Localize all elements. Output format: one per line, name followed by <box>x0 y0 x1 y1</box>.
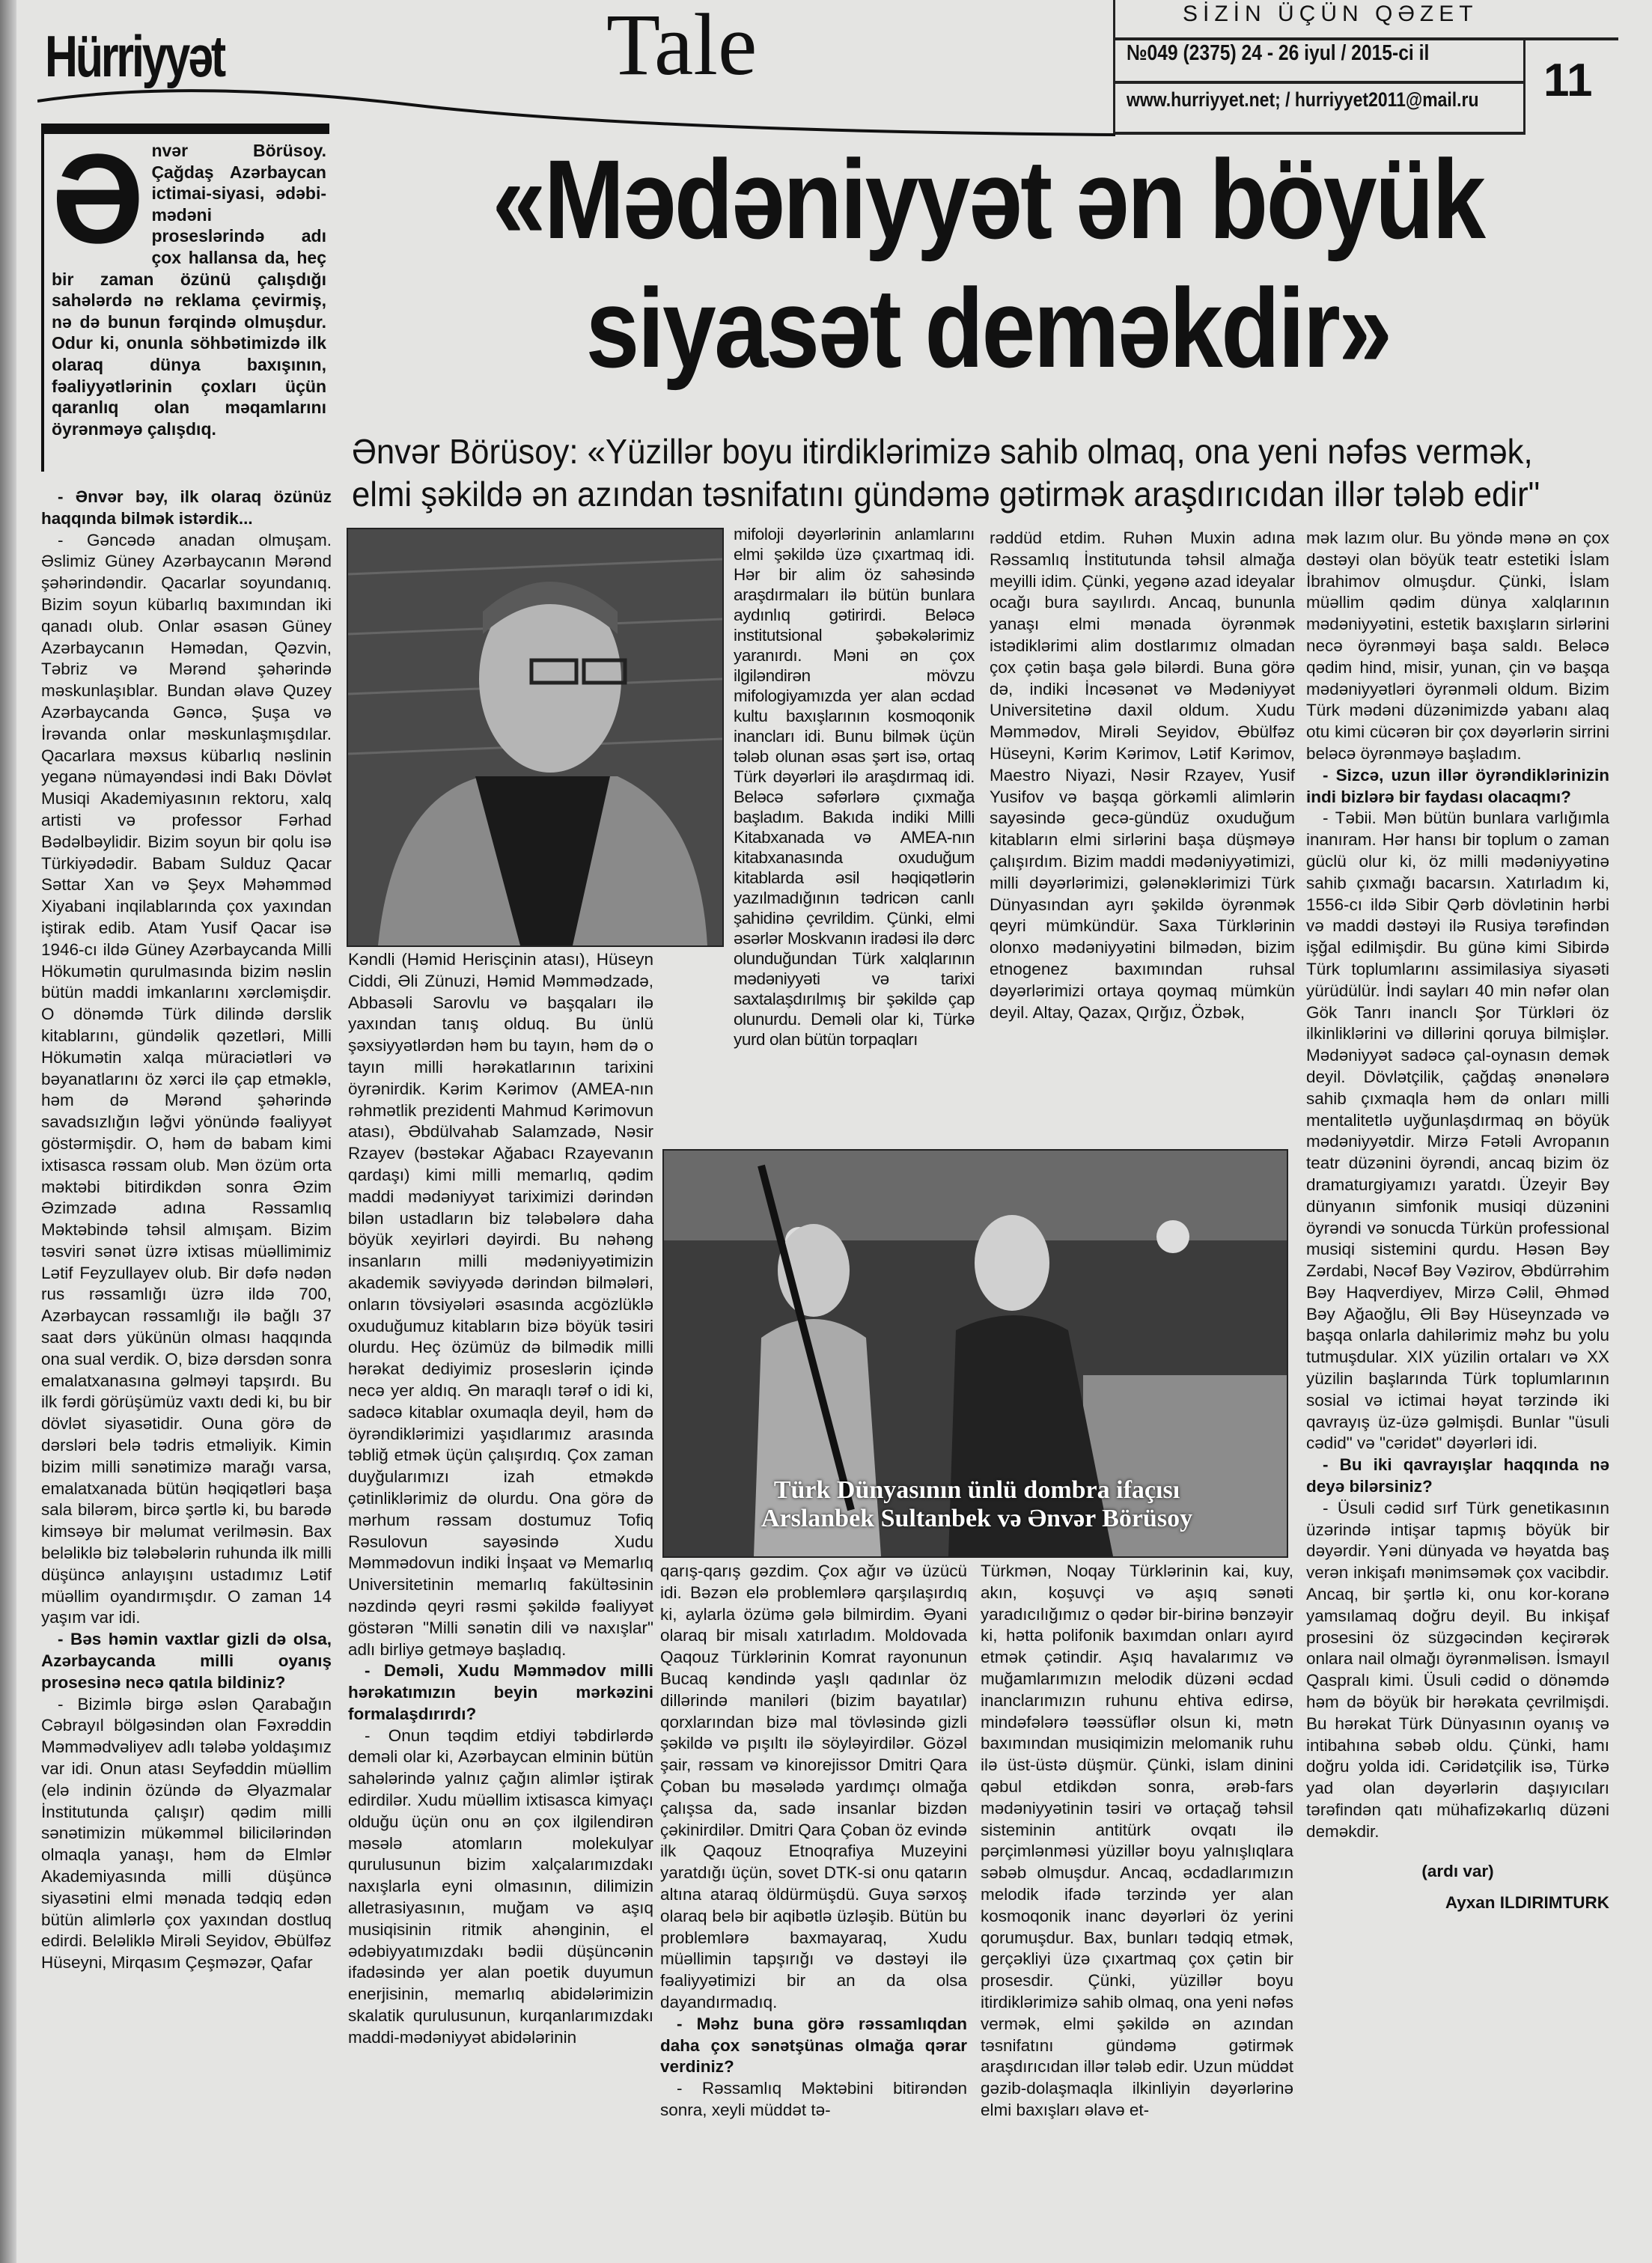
interview-answer: - Bizimlə birgə əslən Qarabağın Cəbrayıl bölgəsindən olan Fəxrəddin Məmmədvəliyev adlı tələbə yoldaşımız var idi. Onun atası Seyfəddin müəllim (elə indinin özündə də Əlyazmalar İnstitutunda çalışır) qədim milli sənətimizin mükəmməl bilicilərindən olmaqla yanaşı, həm də Elmlər Akademiyasında milli düşüncə siyasətini elmi mənada tədqiq edən bütün alimlərlə çox yaxından dostluq edirdi. Beləliklə Mirəli Seyidov, Əbülfəz Hüseyni, Mirqasım Çeşməzər, Qafar <box>41 1694 332 1973</box>
interview-answer: - Gəncədə anadan olmuşam. Əslimiz Güney Azərbaycanın Mərənd şəhərindəndir. Qacarlar soyundanıq. Bizim soyun kübarlıq baxımından iki qanadı olub. Onlar əsasən Güney Azərbaycanın Həmədan, Qəzvin, Təbriz və Mərənd şəhərində məskunlaşıblar. Bundan əlavə Quzey Azərbaycanda Gəncə, Şuşa və İrəvanda onlar məskunlaşmışdılar. Qacarlara məxsus kübarlıq nəslinin yeganə nümayəndəsi indi Bakı Dövlət Musiqi Akademiyasının rektoru, xalq artisti və professor Fərhad Bədəlbəylidir. Bizim soyun bir qolu isə Türkiyədədir. Babam Sulduz Qacar Səttar Xan və Şeyx Məhəmməd Xiyabani inqilablarında çox yaxından iştirak edib. Atam Yusif Qacar isə 1946-cı ildə Güney Azərbaycanda Milli Hökumətin qurulmasında bizim nəslin bütün maddi imkanlarını xərcləmişdir. O dönəmdə Türk dilində dərslik kitablarını, gündəlik qəzetləri, Milli Hökumətin xalqa müraciətləri və bəyanatlarını öz xərci ilə çap etməklə, həm də Mərənd şəhərində savadsızlığın ləğvi yönündə fəaliyyət göstərmişdir. O, həm də babam kimi ixtisasca rəssam olub. Mən özüm orta məktəbi bitirdikdən sonra Əzim Əzimzadə adına Rəssamlıq Məktəbində təhsil almışam. Bizim təsviri sənət üzrə ixtisas müəllimimiz Lətif Feyzullayev olub. Bir dəfə nədən rus rəssamlığı üzrə ildə 700, Azərbaycan rəssamlığı ilə bağlı 37 saat dərs yükünün olması haqqında ona sual verdik. O, bizə dərsdən sonra emalatxanasına gəlməyi tapşırdı. Bu ilk fərdi görüşümüz vaxtı dedi ki, bu bir dövlət siyasətidir. Ouna görə də dərsləri belə tədris etməliyik. Kimin bizim milli sənətimizə marağı varsa, emalatxanada bütün həqiqətləri başa sala bilərəm, bircə şərtlə ki, bu barədə kimsəyə bir məlumat verilməsin. Bax beləliklə biz tələbələrin ruhunda ilk milli düşüncə anlayışını ustadımız Lətif müəllim oyandırmışdır. O zaman 14 yaşım var idi. <box>41 530 332 1627</box>
interview-answer: - Təbii. Mən bütün bunlara varlığımla inanıram. Hər hansı bir toplum o zaman güclü olur ki, öz milli mədəniyyətinə sahib çıxmağı bacarsın. Xatırladım ki, 1556-cı ildə Sibir Qərb dövlətinin hərbi və maddi dəstəyi ilə Rusiya tərəfindən işğal edilmişdir. Bu günə kimi Sibirdə Türk toplumlarını assimilasiya siyasəti yürüdülür. İndi sayları 40 min nəfər olan Gök Tanrı inanclı Şor Türkləri öz ilkinliklərini və dillərini qoruya bilmişlər. Mədəniyyət sadəcə çal-oynasın demək deyil. Dövlətçilik, çağdaş ənənələrə sahib çıxmaqla həm də onları milli mentalitetlə uyğunlaşdırmaq ən böyük mədəniyyətdir. Mirzə Fətəli Avropanın teatr düzənini öyrəndi, ancaq bizim öz dramaturgiyamızı yaratdı. Üzeyir Bəy dünyanın simfonik musiqi düzənini öyrəndi və sonucda Türkün professional musiqi sistemini qurdu. Həsən Bəy Zərdabi, Nəcəf Bəy Vəzirov, Əbdürrəhim Bəy Haqverdiyev, Mirzə Cəlil, Əhməd Bəy Ağaoğlu, Əli Bəy Hüseynzadə və başqa onlarla dahilərimiz məhz bu yolu tutmuşdular. XIX yüzilin ortaları və XX yüzilin başlarında Türk toplumlarının sosial və ictimai həyat tərzində iki qavrayış üz-üzə gəlmişdi. Bunlar "üsuli cədid" və "cəridət" dəyərləri idi. <box>1306 808 1609 1453</box>
tagline: SİZİN ÜÇÜN QƏZET <box>1183 1 1478 26</box>
interview-answer: - Üsuli cədid sırf Türk genetikasının üzərində intişar tapmış böyük bir dəyərdir. Yəni dünyada və həyatda baş verən inkişafı mənimsəmək çox vacibdir. Ancaq, bir şərtlə ki, onu kor-koranə yamsılamaq doğru deyil. Bu inkişaf prosesini öz süzgəcindən keçirərək onlara nail olmağı öyrənməlisən. İsmayıl Qaspralı kimi. Üsuli cədid o dönəmdə həm də böyük bir hərəkata çevrilmişdi. Bu hərəkat Türk Dünyasının oyanış və intibahına səbəb oldu. Çünki, hamı doğru yolda idi. Cəridətçilik isə, Türkə yad olan dəyərlərin daşıyıcıları tərəfindən qatı mühafizəkarlıq düzəni deməkdir. <box>1306 1498 1609 1841</box>
author-signature: Ayxan ILDIRIMTURK <box>1445 1893 1609 1913</box>
interview-answer: - Onun təqdim etdiyi təbdirlərdə deməli olar ki, Azərbaycan elminin bütün sahələrində yalnız çağın alimlər iştirak edirdilər. Xudu müəllim ixtisasca kimyaçı olduğu üçün onu ən çox ilgilendirən məsələ atomların molekulyar qurulusunun bizim xalçalarımızdakı naxışlarla eyni olmasının, dilimizin alletrasiyasının, muğam və aşıq musiqisinin ritmik ahənginin, el ədəbiyyatımızdakı bədii düşüncənin ifadəsində yer alan poetik duyumun enerjisinin, memarlıq abidələrimizin skalatik qurulusunun, kurqanlarımızdakı maddi-mədəniyyət abidələrinin <box>348 1726 653 2047</box>
issue-info: №049 (2375) 24 - 26 iyul / 2015-ci il <box>1127 41 1430 65</box>
headline-line-2: siyasət deməkdir» <box>585 265 1391 391</box>
interview-question: - Məhz buna görə rəssamlıqdan daha çox sənətşünas olmağa qərar verdiniz? <box>660 2014 967 2077</box>
portrait-photo <box>347 528 724 947</box>
photo-caption <box>670 1476 1284 1533</box>
divider <box>1115 81 1523 84</box>
scan-edge <box>0 0 16 2263</box>
interview-answer: Kəndli (Həmid Herisçinin atası), Hüseyn Ciddi, Əli Zünuzi, Həmid Məmmədzadə, Abbasəli Sarovlu və başqaları ilə yaxından tanış olduq. Bu ünlü şəxsiyyətlərdən həm bu tayın, həm də o tayın milli hərəkatlarının tarixini öyrənirdik. Kərim Kərimov (AMEA-nın rəhmətlik prezidenti Mahmud Kərimovun atası), Əbdülvahab Salamzadə, Nəsir Rzayev (bəstəkar Ağabacı Rzayevanın qardaşı) kimi milli memarlıq, qədim maddi mədəniyyət tariximizi dərindən bilən ustadların biz tələbələrə daha böyük xeyirləri dəyirdi. Bu nəhəng insanların milli mədəniyyətimizin akademik səviyyədə dərindən bilmələri, onların tövsiyələri əsasında acgözlüklə oxuduğumuz kitabların bizə böyük təsiri olurdu. Heç özümüz də bilmədik milli hərəkat dediyimiz proseslərin içində necə yer aldıq. Ən maraqlı tərəf o idi ki, sadəcə kitablar oxumaqla deyil, həm də öyrəndiklərimizi yaşıdlarımız arasında təbliğ etmək üçün çalışırdıq. Çox zaman duyğularımızı izah etməkdə çətinliklərimiz də olurdu. Ona görə də mərhum rəssam dostumuz Tofiq Rəsulovun sayəsində Xudu Məmmədovun indiki İnşaat və Memarlıq Universitetinin memarlıq fakültəsinin nəzdində qeyri rəsmi şəkildə fəaliyyət göstərən "Milli sənətin dili və naxışlar" adlı birliyə getməyə başladıq. <box>348 950 653 1659</box>
headline <box>448 135 1529 392</box>
headline-line-1: «Mədəniyyət ən böyük <box>492 136 1484 262</box>
drop-cap: Ə <box>52 128 144 270</box>
interview-answer: qarış-qarış gəzdim. Çox ağır və üzücü idi. Bəzən elə problemlərə qarşılaşırdıq ki, aylarla özümə gələ bilmirdim. Əyani olaraq bir misalı xatırladım. Moldovada Qaqouz Türklərinin Komrat rayonunun Bucaq kəndində yaşlı qadınlar öz dillərində maniləri (bizim bayatılar) qorxlarından bizə mal tövləsində gizli şəkildə və pışıltı ilə söyləyirdilər. Gözəl şair, rəssam və kinorejissor Dmitri Qara Çoban bu məsələdə yardımçı olmağa çalışsa da, sadə insanlar bizdən çəkinirdilər. Dmitri Qara Çoban öz evində ilk Qaqouz Etnoqrafiya Muzeyini yaratdığı üçün, sovet DTK-si onu qatarın altına ataraq öldürmüşdü. Guya sərxoş olaraq belə bir aqibətlə üzləşib. Bütün bu problemlərə baxmayaraq, Xudu müəllimin tapşırığı və dəstəyi ilə fəaliyyətimizi bir an da olsa dayandırmadıq. <box>660 1562 967 2011</box>
article-column-2 <box>348 949 653 2242</box>
interview-answer: mək lazım olur. Bu yöndə mənə ən çox dəstəyi olan böyük teatr estetiki İslam İbrahimov olmuşdur. Çünki, İslam müəllim qədim dünya xalqlarının mədəniyyətini, estetik baxışların sirlərini necə öyrənməyi başa saldı. Beləcə qədim hind, misir, yunan, çin və başqa mədəniyyətləri öyrənməli oldum. Bizim Türk mədəni düzənimizdə yabanı alaq otu kimi cücərən bir çox dəyərlərin sirrini beləcə öyrənməyə başladım. <box>1306 529 1609 763</box>
article-column-3-bottom <box>660 1561 967 2242</box>
photo-caption-line-2: Arslanbek Sultanbek və Ənvər Börüsoy <box>761 1505 1193 1532</box>
intro-box <box>41 124 329 472</box>
article-column-4-top <box>990 528 1295 1149</box>
intro-text: nvər Börüsoy. Çağdaş Azərbaycan ictimai-siyasi, ədəbi-mədəni proseslərində adı çox hallansa da, heç bir zaman özünü çalışdığı sahələrdə nə reklama çevirmiş, nə də bunun fərqində olmuşdur. Odur ki, onunla söhbətimizdə ilk olaraq dünya baxışının, fəaliyyətlərinin çoxları üçün qaranlıq olan məqamlarını öyrənməyə çalışdıq. <box>52 141 326 439</box>
interview-answer: mifoloji dəyərlərinin anlamlarını elmi şəkildə üzə çıxartmaq idi. Hər bir alim öz sahəsində araşdırmaları ilə bütün bunlara aydınlıq gətirirdi. Beləcə institutsional şəbəkələrimiz yaranırdı. Məni ən çox ilgiləndirən mövzu mifologiyamızda yer alan əcdad kultu baxışlarının kosmoqonik inancları idi. Bunu bilmək üçün tələb olunan əsas şərt isə, ortaq Türk dəyərləri ilə araşdırmaq idi. Beləcə səfərlərə çıxmağa başladım. Bakıda indiki Milli Kitabxanada və AMEA-nın kitabxanasında oxuduğum kitablarda əsil həqiqətlərin yazılmadığının tədricən canlı şahidinə çevrildim. Çünki, elmi əsərlər Moskvanın iradəsi ilə dərc olunduğundan Türk xalqlarının mədəniyyəti və tarixi saxtalaşdırılmış bir şəkildə çap olunurdu. Deməli olar ki, Türkə yurd olan bütün torpaqları <box>734 525 975 1049</box>
article-column-5 <box>1306 528 1609 2242</box>
interview-answer: rəddüd etdim. Ruhən Muxin adına Rəssamlıq İnstitutunda təhsil almağa meyilli idim. Çünki, yegənə azad ideyalar ocağı bura sayılırdı. Ancaq, bununla yanaşı elmi mənada öyrənmək istədiklərimi alim dostlarımız olmadan çox çətin başa gələ bilərdi. Buna görə də, indiki İncəsənət və Mədəniyyət Universitetinə daxil oldum. Xudu Məmmədov, Mirəli Seyidov, Əbülfəz Hüseyni, Kərim Kərimov, Lətif Kərimov, Maestro Niyazi, Nəsir Rzayev, Yusif Yusifov və başqa görkəmli alimlərin sayəsində gecə-gündüz oxuduğum kitabların elmi sirlərini başa düşməyə çalışırdım. Bizim maddi mədəniyyətimizi, milli dəyərlərimizi, gələnəklərimizi Türk Dünyasından ayrı şəkildə öyrənmək qeyri mümkündür. Saxa Türklərinin olonxo mədəniyyətini bilmədən, bizim etnogenez baxımından ruhsal dəyərlərimizi ortaya qoymaq mümkün deyil. Altay, Qazax, Qırğız, Özbək, <box>990 529 1295 1022</box>
subheadline: Ənvər Börüsoy: «Yüzillər boyu itirdiklərimizə sahib olmaq, ona yeni nəfəs vermək, elmi şəkildə ən azından təsnifatını gündəmə gətirmək araşdırıcıdan illər tələb edir" <box>352 432 1540 514</box>
interview-answer: Türkmən, Noqay Türklərinin kai, kuy, akın, koşuvçi və aşıq sənəti yaradıcılığımız o qədər bir-birinə bənzəyir ki, hətta polifonik baxımdan onları ayırd etmək çətindir. Aşıq havalarımız və muğamlarımızın melodik düzəni əcdad inanclarımızın ruhunu ehtiva edirsə, mindəfələrə təəssüflər olsun ki, mətn baxımından musiqimizin melomanik ruhu ilə üst-üstə düşmür. Çünki, islam dinini qəbul etdikdən sonra, ərəb-fars mədəniyyətinin təsiri və ortaçağ təhsil sisteminin antitürk ovqatı ilə pərçimlənməsi yüzillər boyu yalnışlıqlara səbəb olmuşdur. Ancaq, əcdadlarımızın melodik ifadə tərzində yer alan kosmoqonik inanc dəyərləri öz yerini qorumuşdur. Bax, bunları tədqiq etmək, gerçəkliyi üzə çıxartmaq çox çətin bir prosesdir. Çünki, yüzillər boyu itirdiklərimizə sahib olmaq, ona yeni nəfəs vermək, elmi şəkildə ən azından təsnifatını gündəmə gətirmək araşdırıcıdan illər tələb edir. Uzun müddət gəzib-dolaşmaqla ilkinliyin dəyərlərinə elmi baxışları əlavə et- <box>981 1562 1293 2119</box>
interview-question: - Deməli, Xudu Məmmədov milli hərəkatımızın beyin mərkəzini formalaşdırırdı? <box>348 1661 653 1723</box>
interview-question: - Ənvər bəy, ilk olaraq özünüz haqqında bilmək istərdik... <box>41 487 332 528</box>
continued-note: (ardı var) <box>1421 1861 1494 1880</box>
photo-caption-line-1: Türk Dünyasının ünlü dombra ifaçısı <box>773 1476 1180 1504</box>
interview-question: - Bu iki qavrayışlar haqqında nə deyə bilərsiniz? <box>1306 1455 1609 1496</box>
divider <box>1115 37 1618 40</box>
contact-info: www.hurriyyet.net; / hurriyyet2011@mail.ru <box>1127 88 1479 111</box>
portrait-figure <box>348 529 722 945</box>
page-number: 11 <box>1543 55 1593 106</box>
newspaper-logo: Hürriyyət <box>45 23 225 89</box>
divider <box>1523 37 1525 135</box>
interview-question: - Sizcə, uzun illər öyrəndiklərinizin indi bizlərə bir faydası olacaqmı? <box>1306 765 1609 806</box>
section-title: Tale <box>606 0 758 94</box>
article-column-1 <box>41 487 332 2242</box>
article-column-4-bottom <box>981 1561 1293 2242</box>
article-column-3-top <box>734 524 975 1145</box>
interview-question: - Bəs həmin vaxtlar gizli də olsa, Azərbaycanda milli oyanış prosesinə necə qatıla bildiniz? <box>41 1630 332 1692</box>
interview-answer: - Rəssamlıq Məktəbini bitirəndən sonra, xeyli müddət tə- <box>660 2079 967 2119</box>
